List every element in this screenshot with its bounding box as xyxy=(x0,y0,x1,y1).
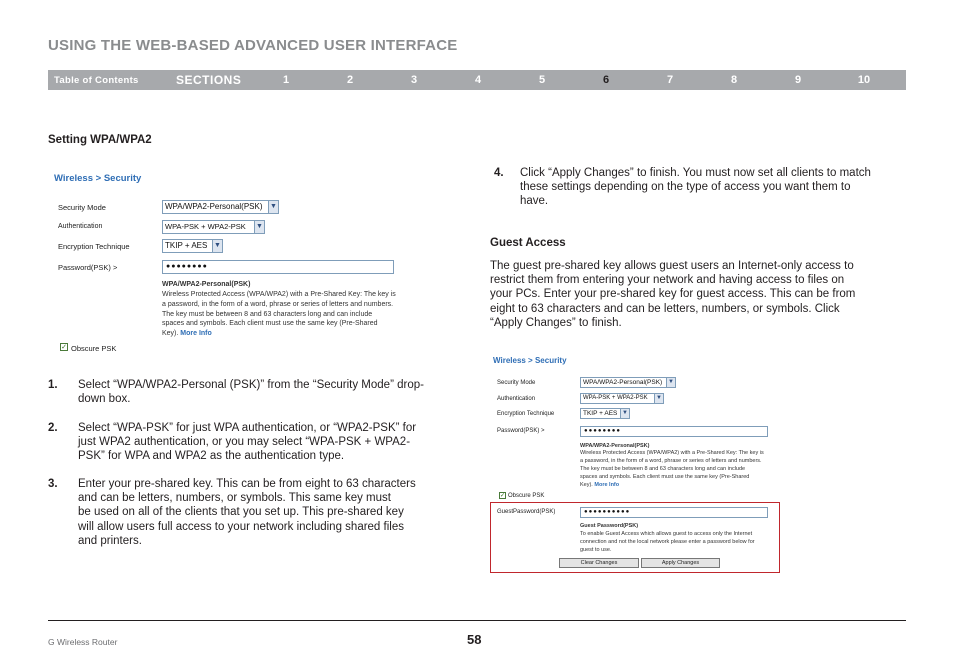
section-link-2[interactable]: 2 xyxy=(346,74,354,86)
chevron-down-icon: ▼ xyxy=(268,201,278,213)
encryption-label: Encryption Technique xyxy=(58,242,130,251)
breadcrumb: Wireless > Security xyxy=(54,173,142,184)
password-label: Password(PSK) > xyxy=(497,428,545,434)
guest-password-label: GuestPassword(PSK) xyxy=(497,509,556,515)
more-info-link[interactable]: More Info xyxy=(594,481,620,488)
chevron-down-icon: ▼ xyxy=(654,394,663,403)
section-link-8[interactable]: 8 xyxy=(730,74,738,86)
obscure-psk-checkbox[interactable] xyxy=(60,343,68,351)
section-nav-bar xyxy=(48,70,906,90)
breadcrumb: Wireless > Security xyxy=(493,356,567,365)
password-input[interactable]: ●●●●●●●● xyxy=(162,260,394,274)
chevron-down-icon: ▼ xyxy=(254,221,264,233)
authentication-label: Authentication xyxy=(497,396,536,402)
sections-label: SECTIONS xyxy=(176,73,242,87)
encryption-select[interactable]: TKIP + AES ▼ xyxy=(162,239,223,253)
guest-description-title: Guest Password(PSK) xyxy=(580,523,639,529)
guest-access-panel xyxy=(490,502,780,573)
apply-changes-button[interactable]: Apply Changes xyxy=(641,558,720,568)
chevron-down-icon: ▼ xyxy=(212,240,222,252)
psk-description-title: WPA/WPA2-Personal(PSK) xyxy=(580,443,650,449)
obscure-psk-checkbox[interactable] xyxy=(499,492,506,499)
section-link-7[interactable]: 7 xyxy=(666,74,674,86)
section-heading-wpa: Setting WPA/WPA2 xyxy=(48,134,152,146)
more-info-link[interactable]: More Info xyxy=(180,330,212,338)
section-link-6-active[interactable]: 6 xyxy=(602,74,610,86)
password-input[interactable]: ●●●●●●●● xyxy=(580,426,768,437)
section-link-10[interactable]: 10 xyxy=(857,74,871,86)
section-link-5[interactable]: 5 xyxy=(538,74,546,86)
encryption-select[interactable]: TKIP + AES ▼ xyxy=(580,408,630,419)
obscure-psk-label: Obscure PSK xyxy=(71,344,117,353)
step-3: 3. Enter your pre-shared key. This can be from eight to 63 characters and can be letters, numbers, or symbols. This same key must be used on all of the clients that you set up. This pre-shared key will allow users full access to your network including shared files and printers. xyxy=(48,478,416,547)
chevron-down-icon: ▼ xyxy=(666,378,675,387)
password-label: Password(PSK) > xyxy=(58,263,118,272)
obscure-psk-label: Obscure PSK xyxy=(508,493,545,499)
table-of-contents-link[interactable]: Table of Contents xyxy=(54,75,139,86)
footer-product-name: G Wireless Router xyxy=(48,637,118,647)
checkmark-icon: ✓ xyxy=(500,493,506,499)
step-1: 1. Select “WPA/WPA2-Personal (PSK)” from the “Security Mode” drop- down box. xyxy=(48,379,424,406)
security-mode-label: Security Mode xyxy=(497,380,536,386)
clear-changes-button[interactable]: Clear Changes xyxy=(559,558,639,568)
guest-description: To enable Guest Access which allows guest to access only the Internet connection and not the local network please enter a password below for guest to use. xyxy=(580,531,755,553)
authentication-label: Authentication xyxy=(58,223,103,230)
psk-description-title: WPA/WPA2-Personal(PSK) xyxy=(162,281,251,288)
security-mode-select[interactable]: WPA/WPA2-Personal(PSK) ▼ xyxy=(162,200,279,214)
checkmark-icon: ✓ xyxy=(61,344,67,351)
section-heading-guest: Guest Access xyxy=(490,237,566,249)
authentication-select[interactable]: WPA-PSK + WPA2-PSK ▼ xyxy=(580,393,664,404)
psk-description: Wireless Protected Access (WPA/WPA2) with a Pre-Shared Key: The key is a password, in the form of a word, phrase or series of letters and numbers. The key must be between 8 and 63 characters long and can include spaces and symbols. Each client must use the same key (Pre-Shared Key). More Info xyxy=(162,291,396,338)
authentication-select[interactable]: WPA-PSK + WPA2-PSK ▼ xyxy=(162,220,265,234)
section-link-3[interactable]: 3 xyxy=(410,74,418,86)
security-settings-screenshot xyxy=(54,170,424,360)
chevron-down-icon: ▼ xyxy=(620,409,629,418)
guest-access-paragraph: The guest pre-shared key allows guest users an Internet-only access to restrict them from entering your network and having access to files on your PCs. Enter your pre-shared key for guest access. This can be from eight to 63 characters and can be letters, numbers, or symbols. Click “Apply Changes” to finish. xyxy=(490,260,856,329)
document-title: USING THE WEB-BASED ADVANCED USER INTERFACE xyxy=(48,37,458,54)
section-link-4[interactable]: 4 xyxy=(474,74,482,86)
encryption-label: Encryption Technique xyxy=(497,411,555,417)
section-link-1[interactable]: 1 xyxy=(282,74,290,86)
security-mode-label: Security Mode xyxy=(58,203,106,212)
step-2: 2. Select “WPA-PSK” for just WPA authentication, or “WPA2-PSK” for just WPA2 authentication, or you may select “WPA-PSK + WPA2- PSK” for WPA and WPA2 as the authentication type. xyxy=(48,422,417,463)
page-number: 58 xyxy=(467,632,482,647)
psk-description: Wireless Protected Access (WPA/WPA2) with a Pre-Shared Key: The key is a password, in the form of a word, phrase or series of letters and numbers. The key must be between 8 and 63 characters long and can include spaces and symbols. Each client must use the same key (Pre-Shared Key). More Info xyxy=(580,450,764,488)
guest-password-input[interactable]: ●●●●●●●●●● xyxy=(580,507,768,518)
step-4: 4. Click “Apply Changes” to finish. You must now set all clients to match these settings depending on the type of access you want them to have. xyxy=(494,167,871,208)
security-mode-select[interactable]: WPA/WPA2-Personal(PSK) ▼ xyxy=(580,377,676,388)
footer-divider xyxy=(48,620,906,621)
section-link-9[interactable]: 9 xyxy=(794,74,802,86)
